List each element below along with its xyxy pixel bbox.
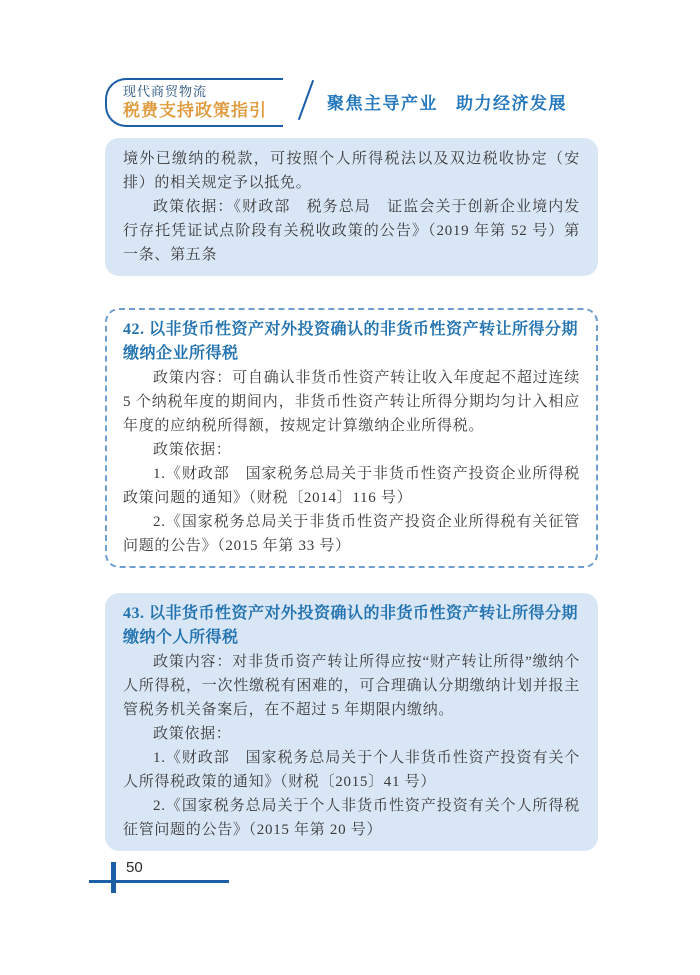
continuation-policy-basis: 政策依据：《财政部 税务总局 证监会关于创新企业境内发行存托凭证试点阶段有关税收政策的公告》（2019 年第 52 号）第一条、第五条 <box>123 199 580 263</box>
policy-block-43 <box>105 593 598 851</box>
section-42-basis-label: 政策依据： <box>153 442 232 458</box>
section-43-title: 43. 以非货币性资产对外投资确认的非货币性资产转让所得分期缴纳个人所得税 <box>123 605 579 646</box>
slogan-part1: 聚焦主导产业 <box>327 94 438 113</box>
badge-series-label: 现代商贸物流 <box>123 84 208 99</box>
section-42-content: 政策内容：可自确认非货币性资产转让收入年度起不超过连续 5 个纳税年度的期间内，非货币性资产转让所得分期均匀计入相应年度的应纳税所得额，按规定计算缴纳企业所得税。 <box>123 370 580 434</box>
section-42-title: 42. 以非货币性资产对外投资确认的非货币性资产转让所得分期缴纳企业所得税 <box>123 321 579 362</box>
slash-divider <box>298 80 314 120</box>
continuation-paragraph-1: 境外已缴纳的税款，可按照个人所得税法以及双边税收协定（安排）的相关规定予以抵免。 <box>123 151 580 191</box>
section-42-basis-item-2: 2.《国家税务总局关于非货币性资产投资企业所得税有关征管问题的公告》（2015 年第 33 号） <box>123 514 580 554</box>
page-number: 50 <box>126 859 143 876</box>
footer-accent-bar <box>111 862 116 893</box>
section-43-basis-item-1: 1.《财政部 国家税务总局关于个人非货币性资产投资有关个人所得税政策的通知》（财税〔2015〕41 号） <box>123 750 580 790</box>
footer-rule-line <box>89 880 229 883</box>
section-43-basis-item-2: 2.《国家税务总局关于个人非货币性资产投资有关个人所得税征管问题的公告》（2015 年第 20 号） <box>123 798 580 838</box>
header-slogan <box>327 89 567 114</box>
policy-block-42 <box>105 308 598 568</box>
policy-block-continuation <box>105 138 598 276</box>
section-43-basis-label: 政策依据： <box>153 726 232 742</box>
section-42-basis-item-1: 1.《财政部 国家税务总局关于非货币性资产投资企业所得税政策问题的通知》（财税〔2014〕116 号） <box>123 466 580 506</box>
badge-title: 税费支持政策指引 <box>123 101 267 120</box>
section-43-content: 政策内容：对非货币资产转让所得应按“财产转让所得”缴纳个人所得税，一次性缴税有困难的，可合理确认分期缴纳计划并报主管税务机关备案后，在不超过 5 年期限内缴纳。 <box>123 654 580 718</box>
series-badge <box>105 78 283 127</box>
slogan-part2: 助力经济发展 <box>456 94 567 113</box>
page-header <box>105 78 567 127</box>
